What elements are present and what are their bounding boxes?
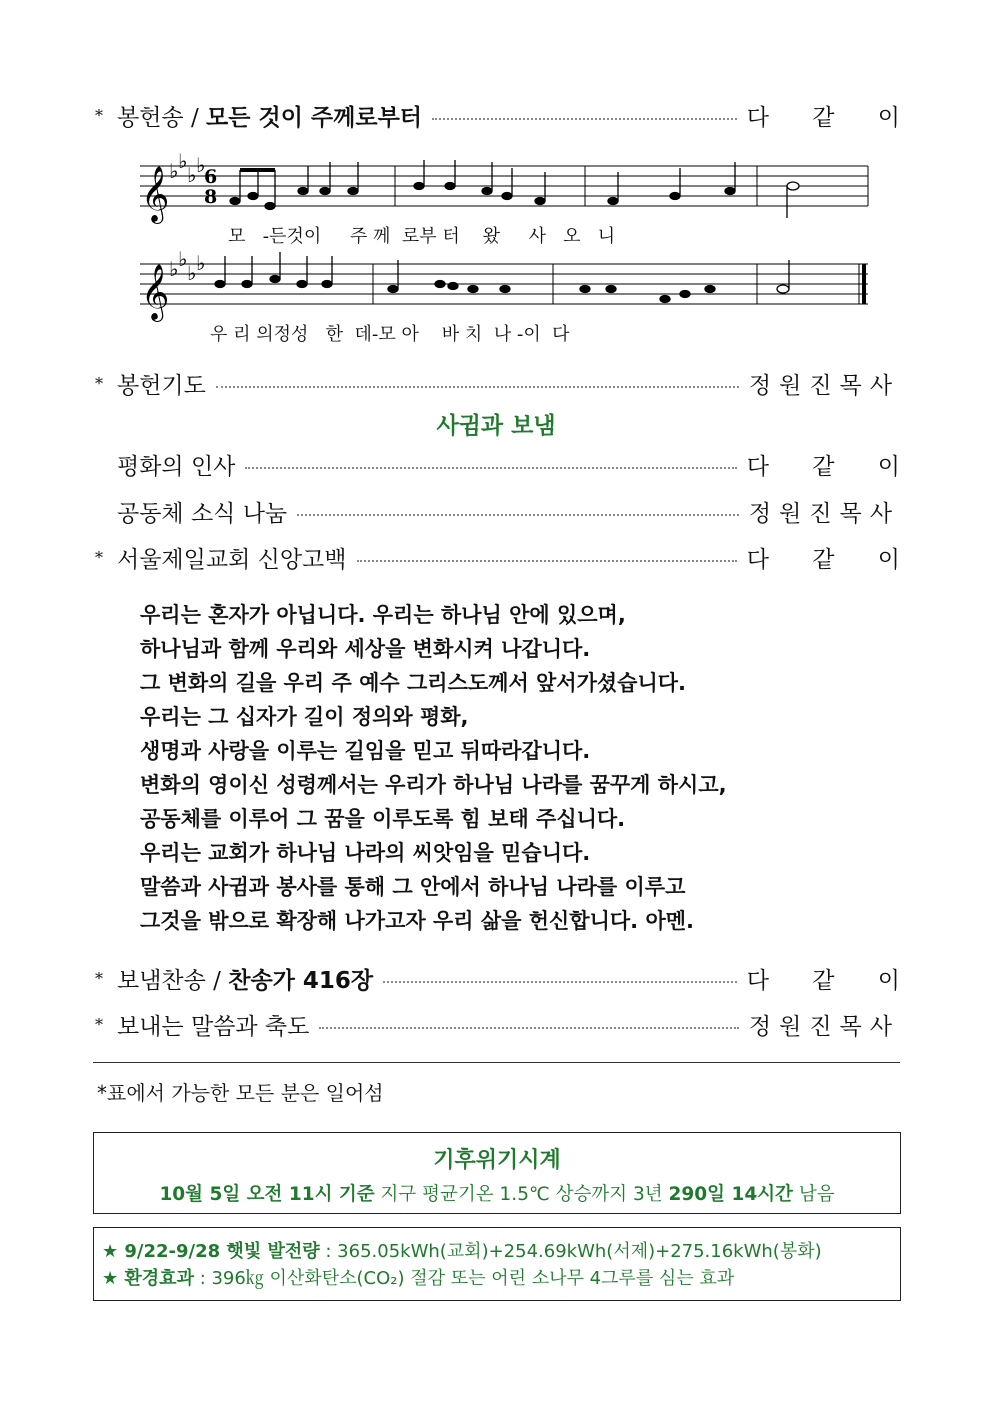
- standing-mark: *: [95, 373, 103, 393]
- benediction-title: 보내는 말씀과 축도: [117, 1013, 310, 1040]
- divider: [93, 1062, 900, 1063]
- standing-note: *표에서 가능한 모든 분은 일어섬: [97, 1081, 384, 1105]
- offertory-row: [95, 97, 900, 133]
- lyrics-line-2: 우 리 의정성 한 데-모 아 바 치 나 -이 다: [210, 324, 570, 345]
- greeting-title: 평화의 인사: [117, 453, 236, 480]
- creed-title: 서울제일교회 신앙고백: [117, 546, 347, 573]
- standing-mark: *: [95, 1014, 103, 1034]
- svg-text:♭: ♭: [187, 163, 197, 187]
- creed-line: 말씀과 사귐과 봉사를 통해 그 안에서 하나님 나라를 이루고: [140, 875, 686, 899]
- greeting-row: [95, 446, 900, 482]
- creed-line: 생명과 사랑을 이루는 길임을 믿고 뒤따라갑니다.: [140, 739, 591, 763]
- leader-dots: [432, 118, 737, 120]
- section-title: 사귐과 보냄: [436, 413, 556, 439]
- notes-staff-1: [230, 160, 799, 218]
- svg-text:8: 8: [204, 186, 218, 208]
- offering-prayer-who: 정원진목사: [748, 372, 900, 399]
- offering-prayer-title: 봉헌기도: [117, 372, 206, 399]
- svg-text:♭: ♭: [169, 159, 179, 183]
- treble-clef-icon: 𝄞: [141, 166, 170, 222]
- offertory-label: 봉헌송 /: [117, 104, 207, 131]
- svg-text:♭: ♭: [169, 257, 179, 281]
- offering-prayer-row: [95, 365, 900, 401]
- news-row: [95, 493, 900, 529]
- svg-text:♭: ♭: [196, 251, 206, 275]
- creed-line: 우리는 그 십자가 길이 정의와 평화,: [140, 705, 469, 729]
- creed-line: 변화의 영이신 성령께서는 우리가 하나님 나라를 꿈꾸게 하시고,: [140, 773, 727, 797]
- sending-hymn-who: 다 같 이: [746, 967, 900, 994]
- standing-mark: *: [95, 105, 103, 125]
- solar-box: [93, 1227, 901, 1301]
- standing-mark: *: [95, 968, 103, 988]
- news-who: 정원진목사: [748, 500, 900, 527]
- creed-row: [95, 539, 900, 575]
- svg-text:♭: ♭: [178, 149, 188, 173]
- news-title: 공동체 소식 나눔: [117, 500, 288, 527]
- leader-dots: [297, 514, 739, 516]
- svg-text:♭: ♭: [178, 247, 188, 271]
- creed-line: 하나님과 함께 우리와 세상을 변화시켜 나갑니다.: [140, 637, 591, 661]
- creed-line: 그것을 밖으로 확장해 나가고자 우리 삶을 헌신합니다. 아멘.: [140, 909, 694, 933]
- treble-clef-icon: 𝄞: [141, 264, 170, 320]
- solar-line: ★ 9/22-9/28 햇빛 발전량 : 365.05kWh(교회)+254.69kWh(서제)+275.16kWh(봉화): [102, 1241, 822, 1262]
- sending-hymn-row: [95, 960, 900, 996]
- svg-text:♭: ♭: [187, 261, 197, 285]
- creed-who: 다 같 이: [746, 546, 900, 573]
- leader-dots: [216, 386, 739, 388]
- lyrics-line-1: 모 -든것이 주 께 로부 터 왔 사 오 니: [228, 226, 616, 247]
- creed-line: 우리는 교회가 하나님 나라의 씨앗임을 믿습니다.: [140, 841, 591, 865]
- benediction-who: 정원진목사: [748, 1013, 900, 1040]
- climate-clock-box: [93, 1132, 901, 1214]
- leader-dots: [245, 467, 736, 469]
- time-signature: [204, 166, 217, 208]
- solar-line: ★ 환경효과 : 396㎏ 이산화탄소(CO₂) 절감 또는 어린 소나무 4그루를 심는 효과: [102, 1268, 735, 1289]
- sending-hymn-label: 보냄찬송 /: [117, 967, 229, 994]
- offertory-who: 다 같 이: [746, 104, 900, 131]
- sending-hymn-number: 찬송가 416장: [228, 967, 374, 994]
- svg-text:6: 6: [204, 166, 218, 188]
- svg-text:♭: ♭: [196, 153, 206, 177]
- climate-clock-text: 10월 5일 오전 11시 기준 지구 평균기온 1.5℃ 상승까지 3년 290일 14시간 남음: [159, 1184, 835, 1205]
- leader-dots: [357, 560, 737, 562]
- benediction-row: [95, 1006, 900, 1042]
- creed-line: 우리는 혼자가 아닙니다. 우리는 하나님 안에 있으며,: [140, 603, 626, 627]
- creed-line: 그 변화의 길을 우리 주 예수 그리스도께서 앞서가셨습니다.: [140, 671, 687, 695]
- standing-mark: *: [95, 547, 103, 567]
- notes-staff-2: [215, 252, 789, 303]
- sheet-music: [135, 148, 875, 348]
- offertory-song-title: 모든 것이 주께로부터: [206, 104, 423, 131]
- key-signature: [169, 149, 205, 285]
- climate-clock-title: 기후위기시계: [433, 1148, 561, 1173]
- leader-dots: [383, 981, 737, 983]
- creed-line: 공동체를 이루어 그 꿈을 이루도록 힘 보태 주십니다.: [140, 807, 626, 831]
- greeting-who: 다 같 이: [746, 453, 900, 480]
- leader-dots: [319, 1027, 739, 1029]
- creed-text: [140, 598, 727, 938]
